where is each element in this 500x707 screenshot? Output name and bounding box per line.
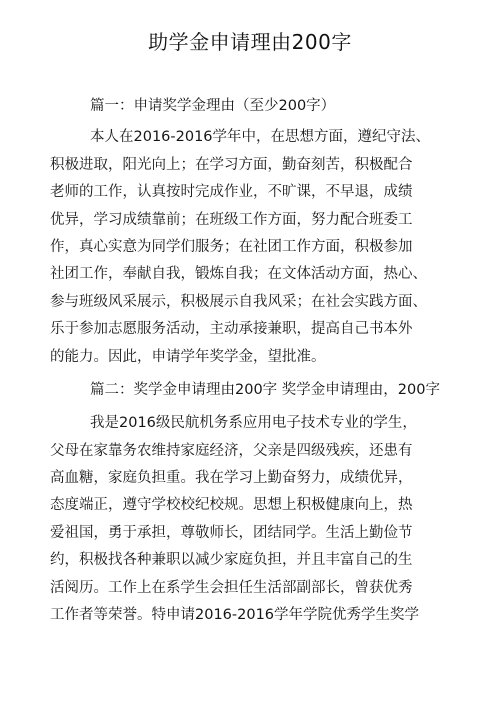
paragraph-line: 老师的工作，认真按时完成作业，不旷课，不早退，成绩: [50, 184, 413, 201]
paragraph-line: 高血糖，家庭负担重。我在学习上勤奋努力，成绩优异，: [50, 470, 413, 487]
paragraph-line: 积极进取，阳光向上；在学习方面，勤奋刻苦，积极配合: [50, 156, 413, 173]
section2-heading: 篇二：奖学金申请理由200字 奖学金申请理由，200字: [90, 381, 440, 398]
paragraph-line: 父母在家靠务农维持家庭经济，父亲是四级残疾，还患有: [50, 442, 413, 459]
paragraph-line: 参与班级风采展示，积极展示自我风采；在社会实践方面、: [50, 293, 427, 310]
paragraph-line: 乐于参加志愿服务活动，主动承接兼职，提高自己书本外: [50, 321, 413, 338]
paragraph-line: 爱祖国，勇于承担，尊敬师长，团结同学。生活上勤俭节: [50, 524, 413, 541]
paragraph-line: 社团工作，奉献自我，锻炼自我；在文体活动方面，热心、: [50, 266, 427, 283]
paragraph-line: 我是2016级民航机务系应用电子技术专业的学生，: [90, 415, 417, 432]
paragraph-line: 本人在2016-2016学年中，在思想方面，遵纪守法、: [90, 129, 431, 146]
paragraph-line: 作，真心实意为同学们服务；在社团工作方面，积极参加: [50, 238, 413, 255]
document-title: 助学金申请理由200字: [148, 30, 352, 54]
paragraph-line: 活阅历。工作上在系学生会担任生活部副部长，曾获优秀: [50, 579, 413, 596]
document-body: [50, 93, 440, 629]
paragraph-line: 优异，学习成绩靠前；在班级工作方面，努力配合班委工: [50, 211, 413, 228]
paragraph-line: 约，积极找各种兼职以减少家庭负担，并且丰富自己的生: [50, 552, 413, 569]
paragraph-line: 工作者等荣誉。特申请2016-2016学年学院优秀学生奖学: [50, 607, 420, 624]
paragraph-line: 的能力。因此，申请学年奖学金，望批准。: [50, 348, 326, 365]
paragraph-line: 态度端正，遵守学校校纪校规。思想上积极健康向上，热: [50, 497, 413, 514]
section1-heading: 篇一：申请奖学金理由（至少200字）: [90, 98, 336, 114]
